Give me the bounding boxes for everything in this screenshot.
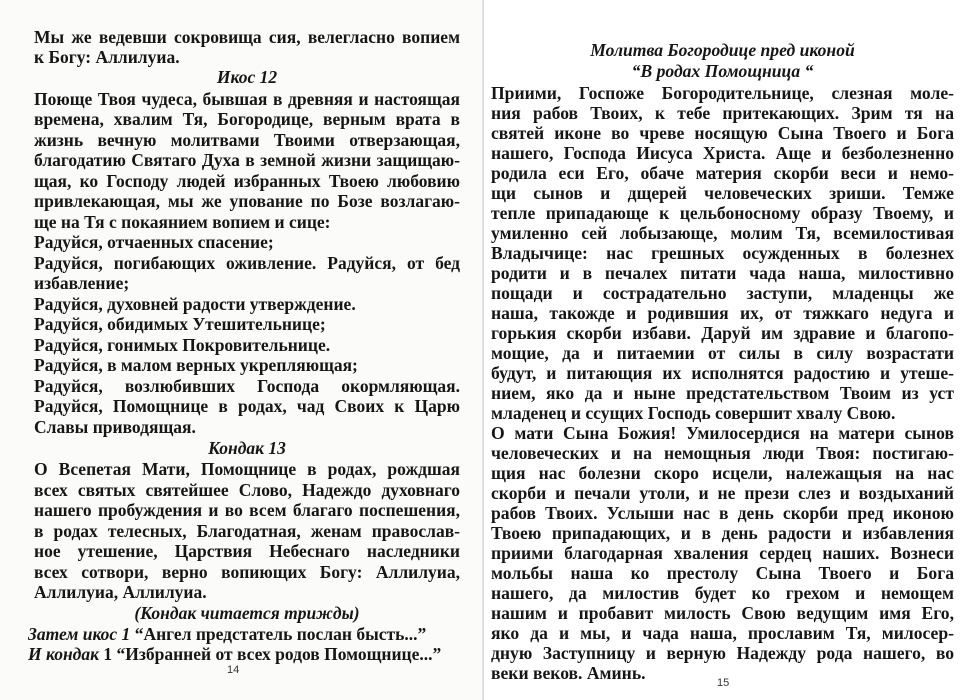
ikos-line: щая, ко Господу людей избранных Твоею любовию bbox=[34, 171, 460, 191]
ikos-line: избавление; bbox=[34, 273, 130, 293]
kondak-heading: Кондак 13 bbox=[208, 438, 286, 458]
closing-prefix: И кондак bbox=[28, 644, 99, 664]
prayer-line: нашего, да милостив будет ко грехом и немощем bbox=[491, 583, 954, 603]
prayer-line: мощие, да и питаемии от силы в силу возрастати bbox=[491, 343, 954, 363]
ikos-line: Радуйся, обидимых Утешительнице; bbox=[34, 314, 326, 334]
ikos-line: Радуйся, в малом верных укрепляющая; bbox=[34, 355, 358, 375]
ikos-line: Радуйся, погибающих оживление. Радуйся, от бед bbox=[34, 253, 460, 273]
ikos-line: Поюще Твоя чудеса, бывшая в древняя и настоящая bbox=[34, 89, 460, 109]
page-number: 15 bbox=[717, 677, 730, 689]
closing-text: 1 “Избранней от всех родов Помощнице...” bbox=[98, 644, 442, 664]
prayer-line: яко да и мы, и чада наша, прославим Тя, милосер- bbox=[491, 623, 954, 643]
prayer-line: щия нас болезни скоро исцели, належащыя на нас bbox=[491, 463, 954, 483]
ikos-heading: Икос 12 bbox=[216, 67, 278, 87]
ikos-line: Радуйся, гонимых Покровительнице. bbox=[34, 335, 331, 355]
repeat-note: (Кондак читается трижды) bbox=[134, 603, 360, 623]
prayer-line: будут, и питающия их исполнятся радостию и утеше- bbox=[491, 363, 954, 383]
prayer-line: святей иконе во чреве носящую Сына Твоего и Бога bbox=[491, 123, 954, 143]
prayer-line: родила еси Его, обаче материя скорби веси и немо- bbox=[491, 163, 954, 183]
prayer-line: горькия скорби избави. Даруй им здравие и благопо- bbox=[491, 323, 954, 343]
prayer-line: дную Заступницу и верную Надежду рода нашего, во bbox=[491, 643, 954, 663]
closing-line bbox=[28, 644, 441, 664]
kondak-line: Аллилуиа, Аллилуиа. bbox=[34, 582, 207, 602]
kondak-line: О Всепетая Мати, Помощнице в родах, рождшая bbox=[34, 459, 460, 479]
kondak-line: всех святых святейшее Слово, Надеждо духовнаго bbox=[34, 480, 460, 500]
page-left bbox=[0, 0, 484, 700]
closing-line bbox=[28, 624, 426, 644]
page-number: 14 bbox=[227, 664, 240, 676]
prayer-line: нием, яко да и ныне предстательством Твоим из уст bbox=[491, 383, 954, 403]
kondak-line: всех сотвори, верно вопиющих Богу: Аллилуиа, bbox=[34, 562, 460, 582]
prayer-line: тепле припадающе к цельбоносному образу Твоему, и bbox=[491, 203, 954, 223]
prayer-line: скорби и печали утоли, и не прези слез и воздыханий bbox=[491, 483, 954, 503]
ikos-line: Радуйся, Помощнице в родах, чад Своих к Царю bbox=[34, 396, 460, 416]
page-right bbox=[484, 0, 969, 700]
closing-prefix: Затем икос 1 bbox=[28, 624, 131, 644]
ikos-line: Радуйся, отчаенных спасение; bbox=[34, 232, 274, 252]
prayer-line: младенец и ссущих Господь совершит хвалу Свою. bbox=[491, 403, 896, 423]
prayer-line: веки веков. Аминь. bbox=[491, 663, 646, 683]
prayer-line: мольбы наша ко престолу Сына Твоего и Бога bbox=[491, 563, 954, 583]
intro-line: к Богу: Аллилуиа. bbox=[34, 47, 180, 67]
prayer-line: О мати Сына Божия! Умилосердися на матери сынов bbox=[491, 423, 954, 443]
ikos-line: Радуйся, возлюбивших Господа окормляющая. bbox=[34, 376, 460, 396]
ikos-line: жизнь вечную молитвами Твоими отверзающая, bbox=[34, 130, 460, 150]
prayer-line: нашим и пробавит милость Свою ведущим имя Его, bbox=[491, 603, 954, 623]
ikos-line: ще на Тя с покаянием вопием и сице: bbox=[34, 212, 331, 232]
prayer-title: “В родах Помощница “ bbox=[631, 61, 814, 81]
prayer-title: Молитва Богородице пред иконой bbox=[590, 40, 855, 60]
prayer-line: умиленно сей лобызающе, молим Тя, всемилостивая bbox=[491, 223, 954, 243]
prayer-line: приими благодарная хваления сердец наших. Вознеси bbox=[491, 543, 954, 563]
ikos-line: Радуйся, духовней радости утверждение. bbox=[34, 294, 356, 314]
ikos-line: времена, хвалим Тя, Богородице, верным врата в bbox=[34, 109, 460, 129]
ikos-line: Славы приводящая. bbox=[34, 417, 196, 437]
ikos-line: привлекающая, мы же упование по Бозе возлагаю- bbox=[34, 191, 460, 211]
prayer-line: родити и в печалех питати чада наша, милостивно bbox=[491, 263, 954, 283]
ikos-line: благодатию Святаго Духа в земной жизни защищаю- bbox=[34, 150, 460, 170]
intro-line: Мы же ведевши сокровища сия, велегласно вопием bbox=[34, 27, 460, 47]
prayer-line: нашего, Господа Иисуса Христа. Аще и безболезненно bbox=[491, 143, 954, 163]
kondak-line: в родах телесных, Благодатная, женам православ- bbox=[34, 521, 460, 541]
prayer-line: человеческих и на немощныя люди Твоя: постигаю- bbox=[491, 443, 954, 463]
prayer-line: рабов Твоих. Услыши нас в день скорби пред иконою bbox=[491, 503, 954, 523]
prayer-line: щи сынов и дщерей человеческих зриши. Темже bbox=[491, 183, 954, 203]
prayer-line: Твоею припадающих, и в день радости и избавления bbox=[491, 523, 954, 543]
kondak-line: ное утешение, Царствия Небеснаго наследники bbox=[34, 541, 460, 561]
prayer-line: ния рабов Твоих, к тебе притекающих. Зрим тя на bbox=[491, 103, 954, 123]
prayer-line: пощади и сострадательно заступи, младенцы же bbox=[491, 283, 954, 303]
prayer-line: Владычице: нас грешных осужденных в болезнех bbox=[491, 243, 954, 263]
closing-text: “Ангел предстатель послан бысть...” bbox=[130, 624, 427, 644]
prayer-line: Приими, Госпоже Богородительнице, слезная моле- bbox=[491, 83, 954, 103]
kondak-line: нашего пробуждения и во всем благаго поспешения, bbox=[34, 500, 460, 520]
prayer-line: наша, такожде и родившия их, от тяжкаго недуга и bbox=[491, 303, 954, 323]
